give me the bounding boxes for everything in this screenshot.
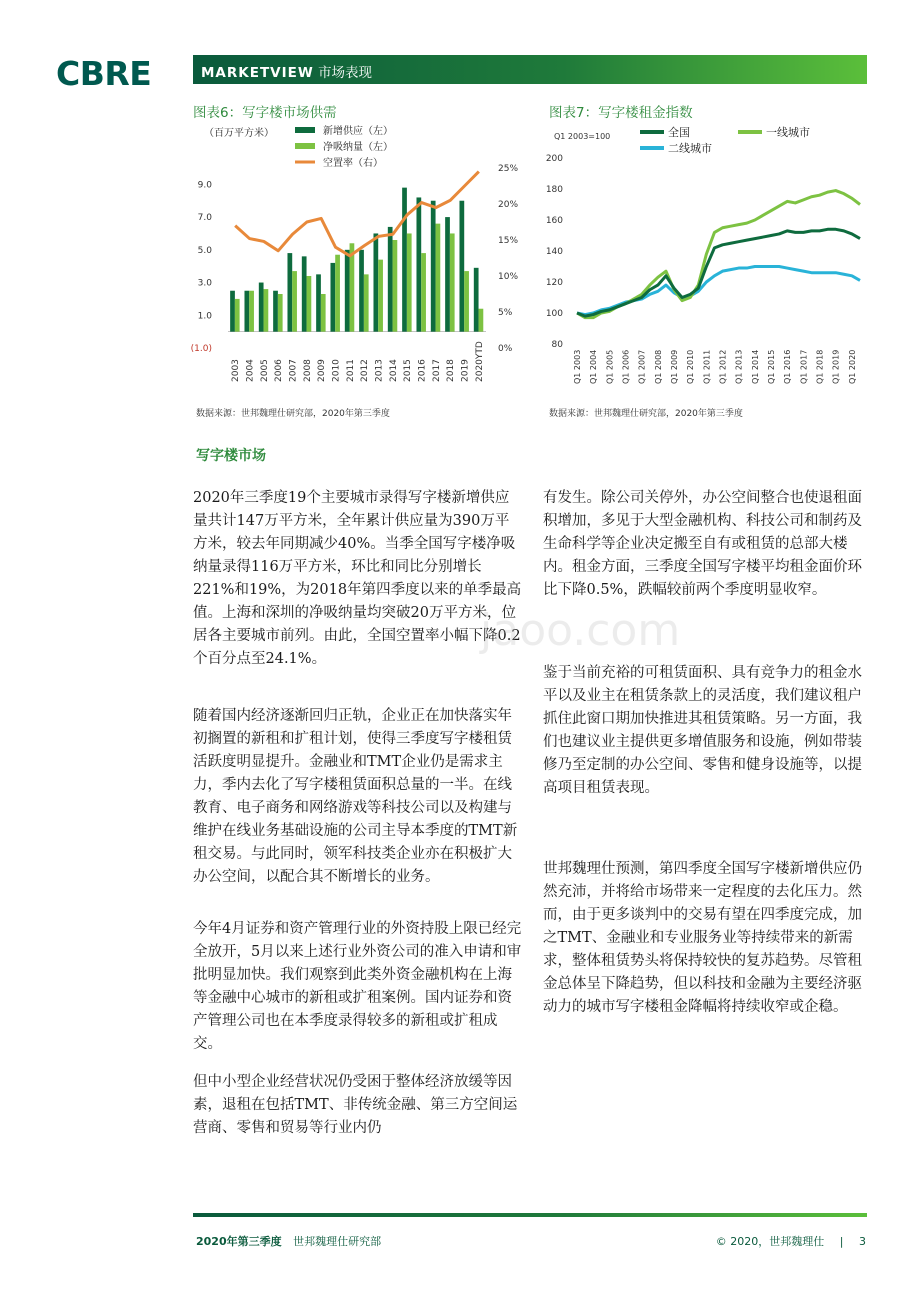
fig6-bar-supply xyxy=(345,250,350,332)
fig6-bar-absorption xyxy=(421,253,426,332)
fig6-y-tick: 9.0 xyxy=(197,180,212,191)
footer-dept: 世邦魏理仕研究部 xyxy=(293,1235,382,1248)
fig7-y-tick: 140 xyxy=(545,247,563,257)
fig7-legend-label: 一线城市 xyxy=(766,126,810,139)
fig6-bar-supply xyxy=(302,256,307,331)
fig6-y2-tick: 20% xyxy=(498,200,519,210)
fig6-bar-supply xyxy=(459,201,464,332)
fig6-x-tick: 2008 xyxy=(302,359,313,382)
fig6-bar-absorption xyxy=(249,291,254,332)
fig6-y2-tick: 0% xyxy=(498,344,513,354)
fig6-bar-supply xyxy=(330,263,335,332)
fig6-y2-tick: 5% xyxy=(498,308,513,318)
fig6-legend-swatch xyxy=(295,127,315,133)
fig6-y-tick: (1.0) xyxy=(190,344,212,354)
fig6-y-tick: 3.0 xyxy=(197,278,212,289)
fig6-chart xyxy=(190,120,530,400)
para-right-1: 有发生。除公司关停外，办公空间整合也使退租面积增加，多见于大型金融机构、科技公司和制药及生命科学等企业决定搬至自有或租赁的总部大楼内。租金方面，三季度全国写字楼平均租金面价环比下降0.5%，跌幅较前两个季度明显收窄。 xyxy=(543,490,862,598)
fig6-legend-swatch xyxy=(295,143,315,149)
fig7-x-tick: Q1 2009 xyxy=(670,349,680,384)
fig7-x-tick: Q1 2015 xyxy=(767,349,777,384)
fig6-x-tick: 2015 xyxy=(403,359,414,382)
fig6-bar-absorption xyxy=(278,294,283,332)
fig7-legend-label: 二线城市 xyxy=(668,142,712,155)
fig6-x-tick: 2011 xyxy=(345,359,356,382)
fig6-vacancy-line xyxy=(235,172,479,256)
fig6-bar-absorption xyxy=(450,233,455,331)
fig6-bar-absorption xyxy=(307,276,312,332)
fig6-bar-absorption xyxy=(464,271,469,332)
fig7-y-tick: 180 xyxy=(545,185,563,195)
fig7-x-tick: Q1 2013 xyxy=(734,349,744,384)
fig6-legend-label: 空置率（右） xyxy=(323,158,383,169)
fig6-x-tick: 2017 xyxy=(431,359,442,382)
fig6-bar-absorption xyxy=(436,224,441,332)
footer-separator: | xyxy=(839,1235,844,1248)
fig7-base-label: Q1 2003=100 xyxy=(554,132,611,141)
fig6-x-tick: 2009 xyxy=(317,359,328,382)
fig7-x-tick: Q1 2003 xyxy=(573,349,582,384)
fig7-chart xyxy=(545,120,870,400)
fig6-bar-absorption xyxy=(335,255,340,332)
fig6-bar-supply xyxy=(273,291,278,332)
fig6-bar-supply xyxy=(373,233,378,331)
fig6-bar-supply xyxy=(431,201,436,332)
para-right-2: 鉴于当前充裕的可租赁面积、具有竞争力的租金水平以及业主在租赁条款上的灵活度，我们建议租户抓住此窗口期加快推进其租赁策略。另一方面，我们也建议业主提供更多增值服务和设施，例如带装修乃至定制的办公空间、零售和健身设施等，以提高项目租赁表现。 xyxy=(543,665,862,796)
para-left-4: 但中小型企业经营状况仍受困于整体经济放缓等因素，退租在包括TMT、非传统金融、第三方空间运营商、零售和贸易等行业内仍 xyxy=(193,1074,518,1136)
fig6-source: 数据来源：世邦魏理仕研究部，2020年第三季度 xyxy=(196,409,390,419)
fig6-bar-supply xyxy=(474,268,479,332)
fig7-x-tick: Q1 2010 xyxy=(686,349,696,384)
marketview-banner xyxy=(193,55,867,84)
fig7-x-tick: Q1 2008 xyxy=(653,349,663,384)
fig7-y-tick: 120 xyxy=(545,278,563,288)
fig6-bar-absorption xyxy=(479,309,484,332)
fig6-x-tick: 2010 xyxy=(331,359,342,382)
marketview-label: MARKETVIEW xyxy=(201,65,314,81)
page-number: 3 xyxy=(859,1235,866,1248)
fig6-y2-tick: 15% xyxy=(498,236,519,246)
fig7-x-tick: Q1 2020 xyxy=(847,349,857,384)
fig6-bar-absorption xyxy=(321,294,326,332)
fig6-bar-supply xyxy=(316,274,321,331)
fig7-legend-label: 全国 xyxy=(668,126,690,139)
fig6-y2-tick: 25% xyxy=(498,164,519,174)
fig6-x-tick: 2013 xyxy=(374,359,385,382)
fig6-bar-supply xyxy=(287,253,292,332)
fig7-y-tick: 200 xyxy=(545,154,563,164)
fig7-x-tick: Q1 2012 xyxy=(718,349,728,384)
fig6-y2-tick: 10% xyxy=(498,272,519,282)
watermark: jaoo.com xyxy=(480,605,681,656)
fig6-bar-supply xyxy=(359,250,364,332)
fig6-bar-supply xyxy=(402,188,407,332)
fig6-x-tick: 2014 xyxy=(388,359,399,382)
footer-right xyxy=(716,1233,866,1249)
fig6-x-tick: 2007 xyxy=(288,359,299,382)
fig6-bar-supply xyxy=(416,197,421,331)
fig6-bar-supply xyxy=(244,291,249,332)
fig6-legend-label: 新增供应（左） xyxy=(323,126,393,137)
fig6-title: 图表6：写字楼市场供需 xyxy=(193,105,337,121)
fig6-bar-absorption xyxy=(235,299,240,332)
fig6-bar-absorption xyxy=(264,289,269,332)
fig6-x-tick: 2020YTD xyxy=(474,341,485,382)
fig6-x-tick: 2004 xyxy=(245,359,256,382)
fig7-x-tick: Q1 2017 xyxy=(799,349,809,384)
fig6-x-tick: 2003 xyxy=(231,359,242,382)
fig7-x-tick: Q1 2019 xyxy=(831,349,841,384)
fig6-x-tick: 2005 xyxy=(259,359,270,382)
fig6-bar-absorption xyxy=(292,271,297,332)
fig7-x-tick: Q1 2014 xyxy=(750,349,760,384)
fig7-x-tick: Q1 2005 xyxy=(605,349,615,384)
section-label: 市场表现 xyxy=(318,65,373,81)
fig6-bar-supply xyxy=(388,227,393,332)
banner-text xyxy=(201,61,372,81)
fig6-unit-label: （百万平方米） xyxy=(204,128,274,139)
fig6-legend-label: 净吸纳量（左） xyxy=(323,142,393,153)
fig7-x-tick: Q1 2011 xyxy=(702,349,712,384)
fig6-bar-absorption xyxy=(378,260,383,332)
fig7-y-tick: 80 xyxy=(551,340,563,350)
para-right-3: 世邦魏理仕预测，第四季度全国写字楼新增供应仍然充沛，并将给市场带来一定程度的去化压力。然而，由于更多谈判中的交易有望在四季度完成，加之TMT、金融业和专业服务业等持续带来的新需求，整体租赁势头将保持较快的复苏趋势。尽管租金总体呈下降趋势，但以科技和金融为主要经济驱动力的城市写字楼租金降幅将持续收窄或企稳。 xyxy=(543,861,862,1015)
fig7-y-tick: 100 xyxy=(545,309,563,319)
para-left-2: 随着国内经济逐渐回归正轨，企业正在加快落实年初搁置的新租和扩租计划，使得三季度写字楼租赁活跃度明显提升。金融业和TMT企业仍是需求主力，季内去化了写字楼租赁面积总量的一半。在线教育、电子商务和网络游戏等科技公司以及构建与维护在线业务基础设施的公司主导本季度的TMT新租交易。与此同时，领军科技类企业亦在积极扩大办公空间，以配合其不断增长的业务。 xyxy=(193,708,518,885)
fig6-x-tick: 2019 xyxy=(460,359,471,382)
fig6-x-tick: 2018 xyxy=(446,359,457,382)
fig7-line-tier1 xyxy=(577,191,860,318)
fig7-x-tick: Q1 2006 xyxy=(621,349,631,384)
fig6-bar-absorption xyxy=(364,274,369,331)
fig6-y-tick: 1.0 xyxy=(197,311,212,322)
fig6-x-tick: 2012 xyxy=(360,359,371,382)
fig6-bar-absorption xyxy=(393,240,398,332)
fig6-bar-supply xyxy=(259,283,264,332)
fig7-x-tick: Q1 2007 xyxy=(637,349,647,384)
footer-copyright: © 2020，世邦魏理仕 xyxy=(715,1235,825,1248)
fig7-x-tick: Q1 2018 xyxy=(815,349,825,384)
fig6-bar-supply xyxy=(230,291,235,332)
footer-left xyxy=(196,1233,381,1249)
fig6-bar-absorption xyxy=(407,233,412,331)
fig7-source: 数据来源：世邦魏理仕研究部，2020年第三季度 xyxy=(549,409,743,419)
fig6-x-tick: 2006 xyxy=(274,359,285,382)
fig7-title: 图表7：写字楼租金指数 xyxy=(549,105,693,121)
cbre-logo: CBRE xyxy=(56,54,152,93)
section-heading: 写字楼市场 xyxy=(196,448,266,464)
fig6-bar-supply xyxy=(445,217,450,332)
footer-period: 2020年第三季度 xyxy=(196,1235,282,1248)
para-left-1: 2020年三季度19个主要城市录得写字楼新增供应量共计147万平方米，全年累计供应量为390万平方米，较去年同期减少40%。当季全国写字楼净吸纳量录得116万平方米，环比和同比分别增长221%和19%，为2018年第四季度以来的单季最高值。上海和深圳的净吸纳量均突破20万平方米，位居各主要城市前列。由此，全国空置率小幅下降0.2个百分点至24.1%。 xyxy=(193,490,522,667)
fig6-y-tick: 7.0 xyxy=(197,213,212,224)
fig7-y-tick: 160 xyxy=(545,216,563,226)
footer-rule xyxy=(193,1213,867,1217)
fig6-y-tick: 5.0 xyxy=(197,245,212,256)
fig6-x-tick: 2016 xyxy=(417,359,428,382)
para-left-3: 今年4月证券和资产管理行业的外资持股上限已经完全放开，5月以来上述行业外资公司的准入申请和审批明显加快。我们观察到此类外资金融机构在上海等金融中心城市的新租或扩租案例。国内证券和资产管理公司也在本季度录得较多的新租或扩租成交。 xyxy=(193,921,522,1052)
fig7-x-tick: Q1 2016 xyxy=(783,349,793,384)
fig7-x-tick: Q1 2004 xyxy=(589,349,599,384)
